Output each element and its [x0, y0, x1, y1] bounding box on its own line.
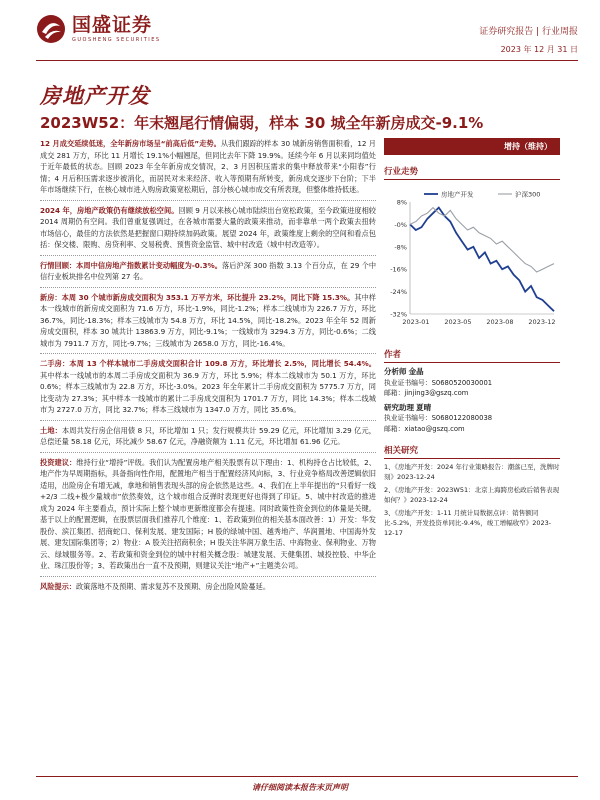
paragraph-review [40, 260, 376, 283]
paragraph-policy [40, 205, 376, 251]
paragraph-new-homes [40, 292, 376, 350]
paragraph-risk [40, 581, 376, 593]
trend-chart [384, 184, 560, 334]
series-line-0 [410, 208, 554, 312]
author-role: 分析师 [384, 367, 407, 376]
legend-label: 沪深300 [515, 190, 541, 199]
paragraph-text: 维持行业“增持”评级。我们认为配置房地产相关股票有以下理由：1、机构持仓占比较低，2、地产作为早周期指标，具备指向性作用，配置地产相当于配置经济风向标，3、行业竞争格局改善逻辑依旧适用，出险房企有增无减，拿地和销售表现头部的房企依然是这些。4、我们在上半年提出的“只看好一线+2/3 二线+极少量城市”依然奏效，这个城市组合反弹时表现更好也得到了印证。5、城中村改造的推进成为 2024 年主要看点，预计实际上整个城市更新维度都会有提速。同时政策性资金到位的体量是关键。基于以上的配置逻辑，在股票层面我们推荐几个维度：1、若政策到位的相关基本面改善：1）开发：华发股份、滨江集团、招商蛇口、保利发展、建发国际；H 股的绿城中国、越秀地产、华润置地、中国海外发展、建发国际集团等；2）物业：A 股关注招商积余；H 股关注华润万象生活、中海物业、保利物业、万物云、绿城服务等。2、若政策和资金到位的城中村相关概念股：城建发展、天健集团、城投控股、中华企业、珠江股份等；3、若政策出台一直不及预期，则建议关注“地产+”主题类公司。 [40, 457, 376, 570]
divider [40, 287, 376, 288]
report-header [0, 0, 600, 62]
divider [40, 420, 376, 421]
paragraph-land [40, 425, 376, 448]
y-tick-label: -0% [394, 220, 407, 229]
logo-text-en: GUOSHENG SECURITIES [72, 37, 161, 43]
series-line-1 [410, 208, 554, 272]
paragraph-text: 从我们跟踪的样本 30 城新房销售面积看，12 月成交 281 万方，环比 11 月增长 19.1%小幅翘尾，但同比去年下降 19.9%。延续今年 6 月以来同均值处于近年最低的状态。回顾 2023 年全年新房成交情况，2、3 月因积压需求的集中释放带来“小阳春”行情；4 月后积压需求逐步被消化，而居民对未来经济、收入等预期有所转变，新房成交逐步下台阶；下半年市场继续下行，在核心城市进入购房政策宽松期后，部分核心城市成交有所表现，但整体维持低迷。 [40, 139, 376, 194]
company-logo [36, 14, 161, 44]
related-item[interactable]: 1、《房地产开发：2024 年行业策略报告：潮落已至，洗牌时刻》2023-12-24 [384, 463, 560, 481]
paragraph-lead: 12 月成交延续低迷，全年新房市场呈“前高后低”走势。 [40, 139, 221, 148]
paragraph-text: 其中样本一线城市的本周二手房成交面积为 36.9 万方，环比 5.9%；样本二线城市为 50.1 万方，环比 0.6%；样本三线城市为 22.8 万方，环比-3.0%。2023 年全年累计二手房成交面积为 5775.7 万方，同比变动为 27.3%；其中样本一线城市的累计二手房成交面积为 1701.7 万方，同比 14.3%；样本二线城市为 2727.0 万方，同比 32.7%；样本三线城市为 1347.0 万方，同比 35.6%。 [40, 370, 376, 414]
paragraph-lead: 2024 年，房地产政策仍有继续放松空间。 [40, 205, 179, 215]
report-footer [0, 776, 600, 800]
report-body [40, 138, 376, 596]
related-section-title: 相关研究 [384, 444, 560, 459]
y-tick-label: 8% [396, 198, 407, 207]
author-cert: 执业证书编号：S0680520030001 [384, 378, 493, 387]
footer-disclaimer: 请仔细阅读本报告末页声明 [252, 783, 348, 792]
y-tick-label: -24% [390, 288, 407, 297]
logo-mark-icon [36, 14, 66, 44]
author-cert: 执业证书编号：S0680122080038 [384, 414, 493, 422]
divider [40, 452, 376, 453]
header-divider [36, 60, 578, 61]
paragraph-lead: 新房：本周 30 个城市新房成交面积为 353.1 万平方米，环比提升 23.2%，同比下降 15.3%。 [40, 292, 355, 302]
paragraph-second-hand [40, 358, 376, 416]
related-item[interactable]: 2、《房地产开发：2023W51：北京上海跨房松政后销售表现如何？》2023-12-24 [384, 486, 560, 504]
report-type: 证券研究报告 | 行业周报 [479, 27, 578, 37]
y-tick-label: -16% [390, 265, 407, 274]
paragraph-lead: 投资建议： [40, 457, 77, 467]
author-name: 夏晴 [416, 402, 432, 412]
paragraph-investment [40, 457, 376, 572]
paragraph-lead: 土地： [40, 425, 62, 435]
author-name: 金晶 [408, 367, 424, 376]
paragraph-text: 本周共发行房企信用债 8 只，环比增加 1 只；发行规模共计 59.29 亿元，环比增加 3.29 亿元，总偿还量 58.18 亿元，环比减少 58.67 亿元，净融资额为 1.11 亿元，环比增加 61.96 亿元。 [40, 425, 376, 446]
footer-divider [36, 776, 578, 777]
paragraph-text: 政策落地不及预期、需求复苏不及预期、房企出险风险蔓延。 [75, 581, 271, 591]
paragraph-text: 落后沪深 300 指数 3.13 个百分点，在 29 个中信行业板块排名中位列第 27 名。 [40, 260, 377, 281]
divider [40, 255, 376, 256]
x-tick-label: 2023-05 [444, 318, 472, 326]
x-tick-label: 2023-08 [486, 318, 514, 326]
related-item[interactable]: 3、《房地产开发：1-11 月统计局数据点评：销售额同比-5.2%，开发投资单同比-9.4%，竣工增幅收窄》2023-12-17 [384, 509, 552, 537]
report-headline: 2023W52：年末翘尾行情偏弱，样本 30 城全年新房成交-9.1% [40, 114, 484, 132]
rating-badge: 增持（维持） [384, 138, 560, 155]
report-date: 2023 年 12 月 31 日 [500, 45, 578, 54]
author-email[interactable]: 邮箱：xiatao@gszq.com [384, 424, 465, 433]
sidebar [384, 138, 560, 538]
divider [40, 353, 376, 354]
author-role: 研究助理 [384, 402, 414, 412]
industry-title: 房地产开发 [40, 84, 150, 108]
y-tick-label: -32% [390, 310, 407, 319]
author-email[interactable]: 邮箱：jinjing3@gszq.com [384, 389, 469, 397]
paragraph-text: 回顾 9 月以来核心城市陆续出台宽松政策，至今政策进度相较 2014 周期仍有空间。我们曾重复强调过，在各城市需要大量的政策来推动，而非靠单一两个政策去扭转市场信心，最佳的方法依然是把握窗口期持续加码政策。展望 2024 年，政策维度上剩余的空间和看点包括：保交楼、限购、房贷利率、交易税费、预售资金监管、城中村改造（城中村改造等）。 [40, 205, 376, 249]
paragraph-text: 其中样本一线城市的新房成交面积为 71.6 万方，环比-1.9%，同比-1.2%；样本二线城市为 226.7 万方，环比 36.7%，同比-18.3%；样本三线城市为 54.8 万方，环比 14.5%，同比-18.2%。2023 年全年 52 周新房成交面积，样本 30 城共计 13863.9 万方，同比-9.1%；一线城市为 3294.3 万方，同比-0.6%；二线城市为 7911.7 万方，同比-9.7%；三线城市为 2658.0 万方，同比-16.4%。 [40, 292, 376, 348]
trend-section-title: 行业走势 [384, 165, 560, 180]
divider [40, 576, 376, 577]
paragraph-lead: 二手房：本周 13 个样本城市二手房成交面积合计 109.8 万方，环比增长 2.5%，同比增长 54.4%。 [40, 359, 376, 368]
paragraph-lead: 风险提示： [40, 581, 76, 591]
x-tick-label: 2023-12 [528, 318, 556, 326]
authors-section-title: 作者 [384, 348, 560, 363]
paragraph-market [40, 138, 376, 196]
paragraph-lead: 行情回顾：本周中信房地产指数累计变动幅度为-0.3%。 [40, 260, 223, 270]
y-tick-label: -8% [394, 243, 407, 252]
divider [40, 200, 376, 201]
logo-text-cn: 国盛证券 [72, 14, 153, 36]
x-tick-label: 2023-01 [402, 318, 430, 326]
legend-label: 房地产开发 [441, 190, 474, 199]
